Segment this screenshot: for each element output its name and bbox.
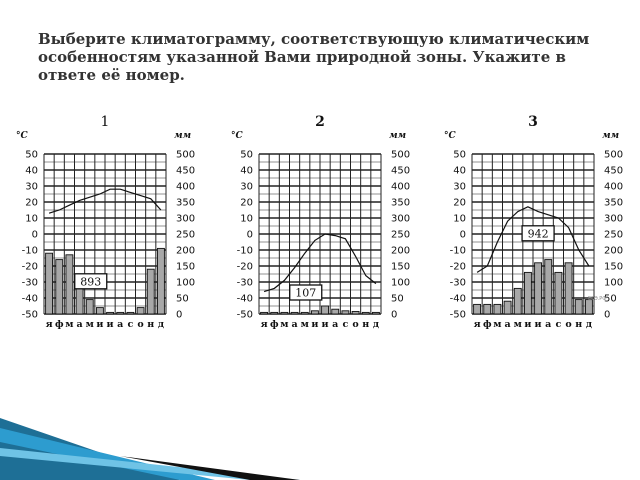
precipitation-bar <box>46 253 53 314</box>
temperature-tick-label: -10 <box>236 245 253 257</box>
temperature-tick-label: -40 <box>21 293 38 305</box>
precipitation-bar <box>137 308 144 314</box>
month-label: н <box>575 319 583 330</box>
temperature-tick-label: -50 <box>21 309 38 321</box>
temperature-tick-label: -40 <box>236 293 253 305</box>
precipitation-bar <box>322 306 329 314</box>
precipitation-bar <box>66 255 73 314</box>
precipitation-bar <box>484 304 491 314</box>
temperature-tick-label: -30 <box>21 277 38 289</box>
temperature-tick-label: -30 <box>449 277 466 289</box>
precipitation-bar <box>555 272 562 314</box>
precipitation-tick-label: 500 <box>176 149 196 161</box>
month-label: с <box>342 319 349 330</box>
month-label: с <box>555 319 562 330</box>
month-label: я <box>45 319 53 330</box>
month-label: а <box>76 319 83 330</box>
precipitation-tick-label: 400 <box>604 181 624 193</box>
precipitation-tick-label: 300 <box>176 213 196 225</box>
month-label: ф <box>482 319 492 330</box>
annual-precipitation-label: 893 <box>80 275 102 289</box>
precipitation-bar <box>86 300 93 314</box>
climatogram-1 <box>2 108 202 340</box>
precipitation-tick-label: 200 <box>391 245 411 257</box>
temperature-tick-label: 0 <box>31 229 38 241</box>
precipitation-unit: мм <box>389 131 407 141</box>
precipitation-tick-label: 100 <box>176 277 196 289</box>
temperature-tick-label: 50 <box>25 149 38 161</box>
temperature-tick-label: -10 <box>449 245 466 257</box>
precipitation-unit: мм <box>174 131 192 141</box>
temperature-tick-label: 50 <box>240 149 253 161</box>
month-label: и <box>321 319 329 330</box>
precipitation-tick-label: 450 <box>391 165 411 177</box>
precipitation-tick-label: 300 <box>391 213 411 225</box>
precipitation-tick-label: 0 <box>391 309 398 321</box>
precipitation-bar <box>362 312 369 314</box>
month-label: н <box>147 319 155 330</box>
month-label: м <box>493 319 502 330</box>
temperature-tick-label: -40 <box>449 293 466 305</box>
chart-number: 3 <box>528 114 538 130</box>
precipitation-tick-label: 400 <box>391 181 411 193</box>
month-label: ф <box>269 319 279 330</box>
precipitation-tick-label: 0 <box>176 309 183 321</box>
month-label: а <box>545 319 552 330</box>
precipitation-tick-label: 500 <box>391 149 411 161</box>
month-label: с <box>127 319 134 330</box>
temperature-tick-label: 30 <box>25 181 38 193</box>
precipitation-bar <box>494 304 501 314</box>
precipitation-bar <box>514 288 521 314</box>
precipitation-tick-label: 500 <box>604 149 624 161</box>
month-label: м <box>280 319 289 330</box>
month-label: я <box>473 319 481 330</box>
month-label: м <box>300 319 309 330</box>
precipitation-bar <box>271 312 278 314</box>
month-label: я <box>260 319 268 330</box>
month-label: и <box>96 319 104 330</box>
precipitation-tick-label: 200 <box>604 245 624 257</box>
temperature-tick-label: 50 <box>453 149 466 161</box>
precipitation-bar <box>301 312 308 314</box>
month-label: м <box>65 319 74 330</box>
temperature-tick-label: 40 <box>453 165 466 177</box>
precipitation-tick-label: 250 <box>176 229 196 241</box>
temperature-unit: °С <box>444 131 456 141</box>
month-label: м <box>85 319 94 330</box>
temperature-tick-label: 10 <box>25 213 38 225</box>
annual-precipitation-label: 942 <box>527 227 549 241</box>
precipitation-tick-label: 0 <box>604 309 611 321</box>
chart-number: 1 <box>100 114 110 130</box>
temperature-tick-label: 20 <box>453 197 466 209</box>
precipitation-bar <box>261 312 268 314</box>
precipitation-tick-label: 250 <box>604 229 624 241</box>
precipitation-bar <box>575 300 582 314</box>
month-label: о <box>352 319 359 330</box>
precipitation-bar <box>535 263 542 314</box>
precipitation-tick-label: 100 <box>391 277 411 289</box>
precipitation-tick-label: 350 <box>391 197 411 209</box>
month-label: н <box>362 319 370 330</box>
temperature-tick-label: 20 <box>25 197 38 209</box>
precipitation-bar <box>127 312 134 314</box>
precipitation-bar <box>157 248 164 314</box>
annual-precipitation-label: 107 <box>295 286 317 300</box>
temperature-tick-label: -20 <box>236 261 253 273</box>
precipitation-tick-label: 450 <box>176 165 196 177</box>
month-label: д <box>585 319 593 330</box>
temperature-tick-label: -50 <box>236 309 253 321</box>
month-label: и <box>534 319 542 330</box>
temperature-tick-label: -30 <box>236 277 253 289</box>
month-label: д <box>372 319 380 330</box>
temperature-tick-label: 10 <box>453 213 466 225</box>
precipitation-tick-label: 150 <box>604 261 624 273</box>
temperature-tick-label: -10 <box>21 245 38 257</box>
temperature-tick-label: 10 <box>240 213 253 225</box>
precipitation-bar <box>474 304 481 314</box>
month-label: и <box>311 319 319 330</box>
month-label: а <box>332 319 339 330</box>
month-label: о <box>565 319 572 330</box>
climatogram-3 <box>430 108 630 340</box>
precipitation-tick-label: 200 <box>176 245 196 257</box>
precipitation-bar <box>117 312 124 314</box>
month-label: и <box>106 319 114 330</box>
month-label: д <box>157 319 165 330</box>
precipitation-tick-label: 50 <box>604 293 617 305</box>
precipitation-bar <box>332 309 339 314</box>
chart-number: 2 <box>315 114 325 130</box>
precipitation-tick-label: 350 <box>176 197 196 209</box>
precipitation-bar <box>56 260 63 314</box>
temperature-tick-label: 0 <box>459 229 466 241</box>
precipitation-tick-label: 300 <box>604 213 624 225</box>
temperature-unit: °С <box>231 131 243 141</box>
precipitation-bar <box>565 263 572 314</box>
precipitation-tick-label: 400 <box>176 181 196 193</box>
temperature-tick-label: 0 <box>246 229 253 241</box>
temperature-tick-label: 40 <box>240 165 253 177</box>
precipitation-bar <box>342 311 349 314</box>
precipitation-bar <box>107 312 114 314</box>
precipitation-tick-label: 50 <box>391 293 404 305</box>
month-label: а <box>117 319 124 330</box>
month-label: а <box>504 319 511 330</box>
task-title: Выберите климатограмму, соответствующую климатическим особенностям указанной Вами природной зоны. Укажите в ответе её номер. <box>38 30 590 84</box>
month-label: м <box>513 319 522 330</box>
temperature-tick-label: 20 <box>240 197 253 209</box>
precipitation-bar <box>147 269 154 314</box>
precipitation-bar <box>504 301 511 314</box>
month-label: а <box>291 319 298 330</box>
temperature-tick-label: 40 <box>25 165 38 177</box>
precipitation-bar <box>524 272 531 314</box>
precipitation-bar <box>281 312 288 314</box>
precipitation-tick-label: 150 <box>176 261 196 273</box>
month-label: о <box>137 319 144 330</box>
temperature-tick-label: -20 <box>449 261 466 273</box>
precipitation-bar <box>96 308 103 314</box>
temperature-tick-label: -20 <box>21 261 38 273</box>
precipitation-tick-label: 250 <box>391 229 411 241</box>
temperature-unit: °С <box>16 131 28 141</box>
corner-decoration <box>0 390 640 480</box>
precipitation-bar <box>545 260 552 314</box>
precipitation-bar <box>352 311 359 314</box>
precipitation-tick-label: 350 <box>604 197 624 209</box>
precipitation-tick-label: 150 <box>391 261 411 273</box>
temperature-tick-label: -50 <box>449 309 466 321</box>
temperature-tick-label: 30 <box>453 181 466 193</box>
temperature-tick-label: 30 <box>240 181 253 193</box>
precipitation-tick-label: 50 <box>176 293 189 305</box>
precipitation-bar <box>311 311 318 314</box>
precipitation-tick-label: 450 <box>604 165 624 177</box>
precipitation-unit: мм <box>602 131 620 141</box>
month-label: ф <box>54 319 64 330</box>
precipitation-bar <box>372 312 379 314</box>
precipitation-tick-label: 100 <box>604 277 624 289</box>
precipitation-bar <box>291 312 298 314</box>
watermark: ЕГЭ.РФ <box>588 296 607 302</box>
climatogram-2 <box>217 108 417 340</box>
month-label: и <box>524 319 532 330</box>
